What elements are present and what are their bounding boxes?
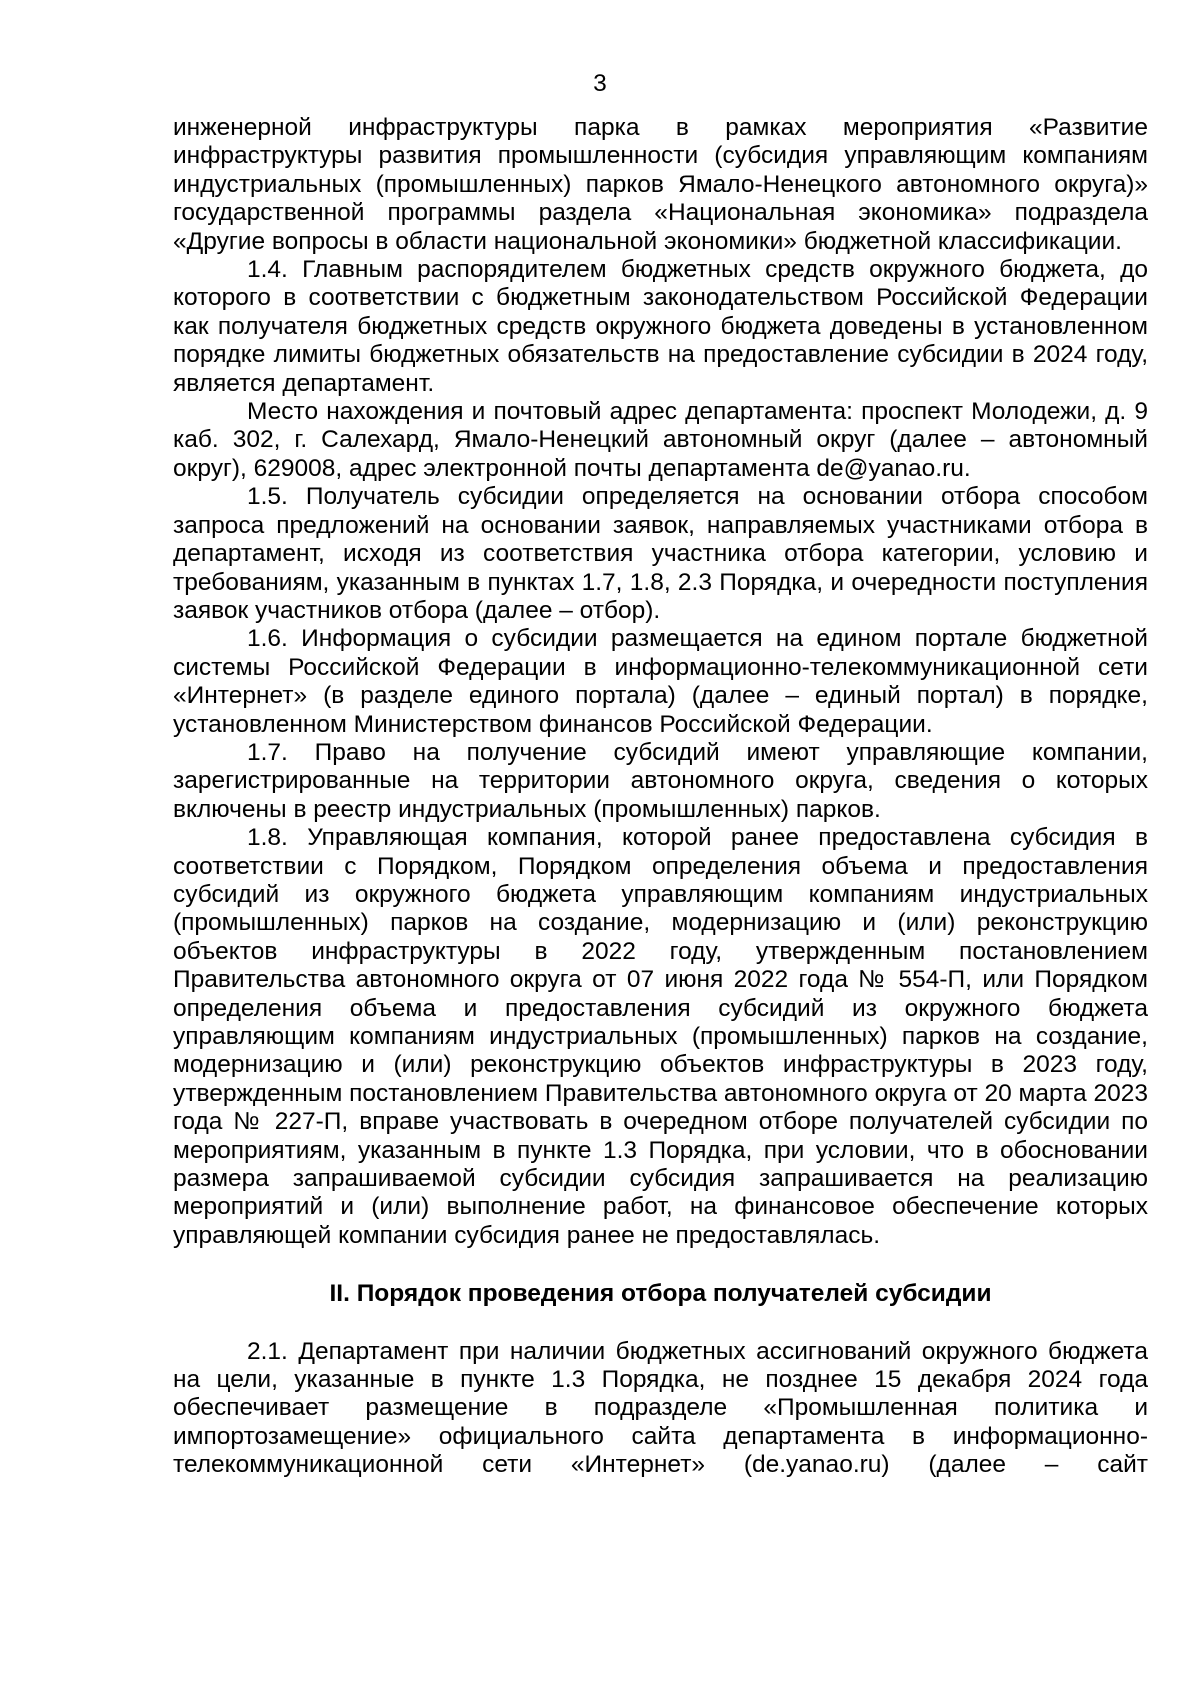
paragraph-1-5: 1.5. Получатель субсидии определяется на основании отбора способом запроса предложений на основании заявок, направляемых участниками отбора в департамент, исходя из соответствия участника отбора категории, условию и требованиям, указанным в пунктах 1.7, 1.8, 2.3 Порядка, и очередности поступления заявок участников отбора (далее – отбор).	[173, 483, 1148, 624]
paragraph-address: Место нахождения и почтовый адрес департамента: проспект Молодежи, д. 9 каб. 302, г. Салехард, Ямало-Ненецкий автономный округ (далее – автономный округ), 629008, адрес электронной почты департамента de@yanao.ru.	[173, 398, 1148, 482]
paragraph-1-7: 1.7. Право на получение субсидий имеют управляющие компании, зарегистрированные на территории автономного округа, сведения о которых включены в реестр индустриальных (промышленных) парков.	[173, 738, 1148, 823]
paragraph-2-1: 2.1. Департамент при наличии бюджетных ассигнований окружного бюджета на цели, указанные в пункте 1.3 Порядка, не позднее 15 декабря 2024 года обеспечивает размещение в подразделе «Промышленная политика и импортозамещение» официального сайта департамента в информационно-телекоммуникационной сети «Интернет» (de.yanao.ru) (далее – сайт	[173, 1337, 1148, 1479]
paragraph-1-6: 1.6. Информация о субсидии размещается на едином портале бюджетной системы Российской Федерации в информационно-телекоммуникационной сети «Интернет» (в разделе единого портала) (далее – единый портал) в порядке, установленном Министерством финансов Российской Федерации.	[173, 625, 1148, 738]
paragraph-continuation: инженерной инфраструктуры парка в рамках мероприятия «Развитие инфраструктуры развития промышленности (субсидия управляющим компаниям индустриальных (промышленных) парков Ямало-Ненецкого автономного округа)» государственной программы раздела «Национальная экономика» подраздела «Другие вопросы в области национальной экономики» бюджетной классификации.	[173, 114, 1148, 255]
document-body	[173, 114, 1148, 1480]
section-heading: II. Порядок проведения отбора получателей субсидии	[329, 1280, 992, 1308]
paragraph-1-8: 1.8. Управляющая компания, которой ранее предоставлена субсидия в соответствии с Порядком, Порядком определения объема и предоставления субсидий из окружного бюджета управляющим компаниям индустриальных (промышленных) парков на создание, модернизацию и (или) реконструкцию объектов инфраструктуры в 2022 году, утвержденным постановлением Правительства автономного округа от 07 июня 2022 года № 554-П, или Порядком определения объема и предоставления субсидий из окружного бюджета управляющим компаниям индустриальных (промышленных) парков на создание, модернизацию и (или) реконструкцию объектов инфраструктуры в 2023 году, утвержденным постановлением Правительства автономного округа от 20 марта 2023 года № 227-П, вправе участвовать в очередном отборе получателей субсидии по мероприятиям, указанным в пункте 1.3 Порядка, при условии, что в обосновании размера запрашиваемой субсидии субсидия запрашивается на реализацию мероприятий и (или) выполнение работ, на финансовое обеспечение которых управляющей компании субсидия ранее не предоставлялась.	[173, 824, 1148, 1249]
page-number: 3	[593, 70, 607, 97]
paragraph-1-4: 1.4. Главным распорядителем бюджетных средств окружного бюджета, до которого в соответствии с бюджетным законодательством Российской Федерации как получателя бюджетных средств окружного бюджета доведены в установленном порядке лимиты бюджетных обязательств на предоставление субсидии в 2024 году, является департамент.	[173, 256, 1148, 397]
